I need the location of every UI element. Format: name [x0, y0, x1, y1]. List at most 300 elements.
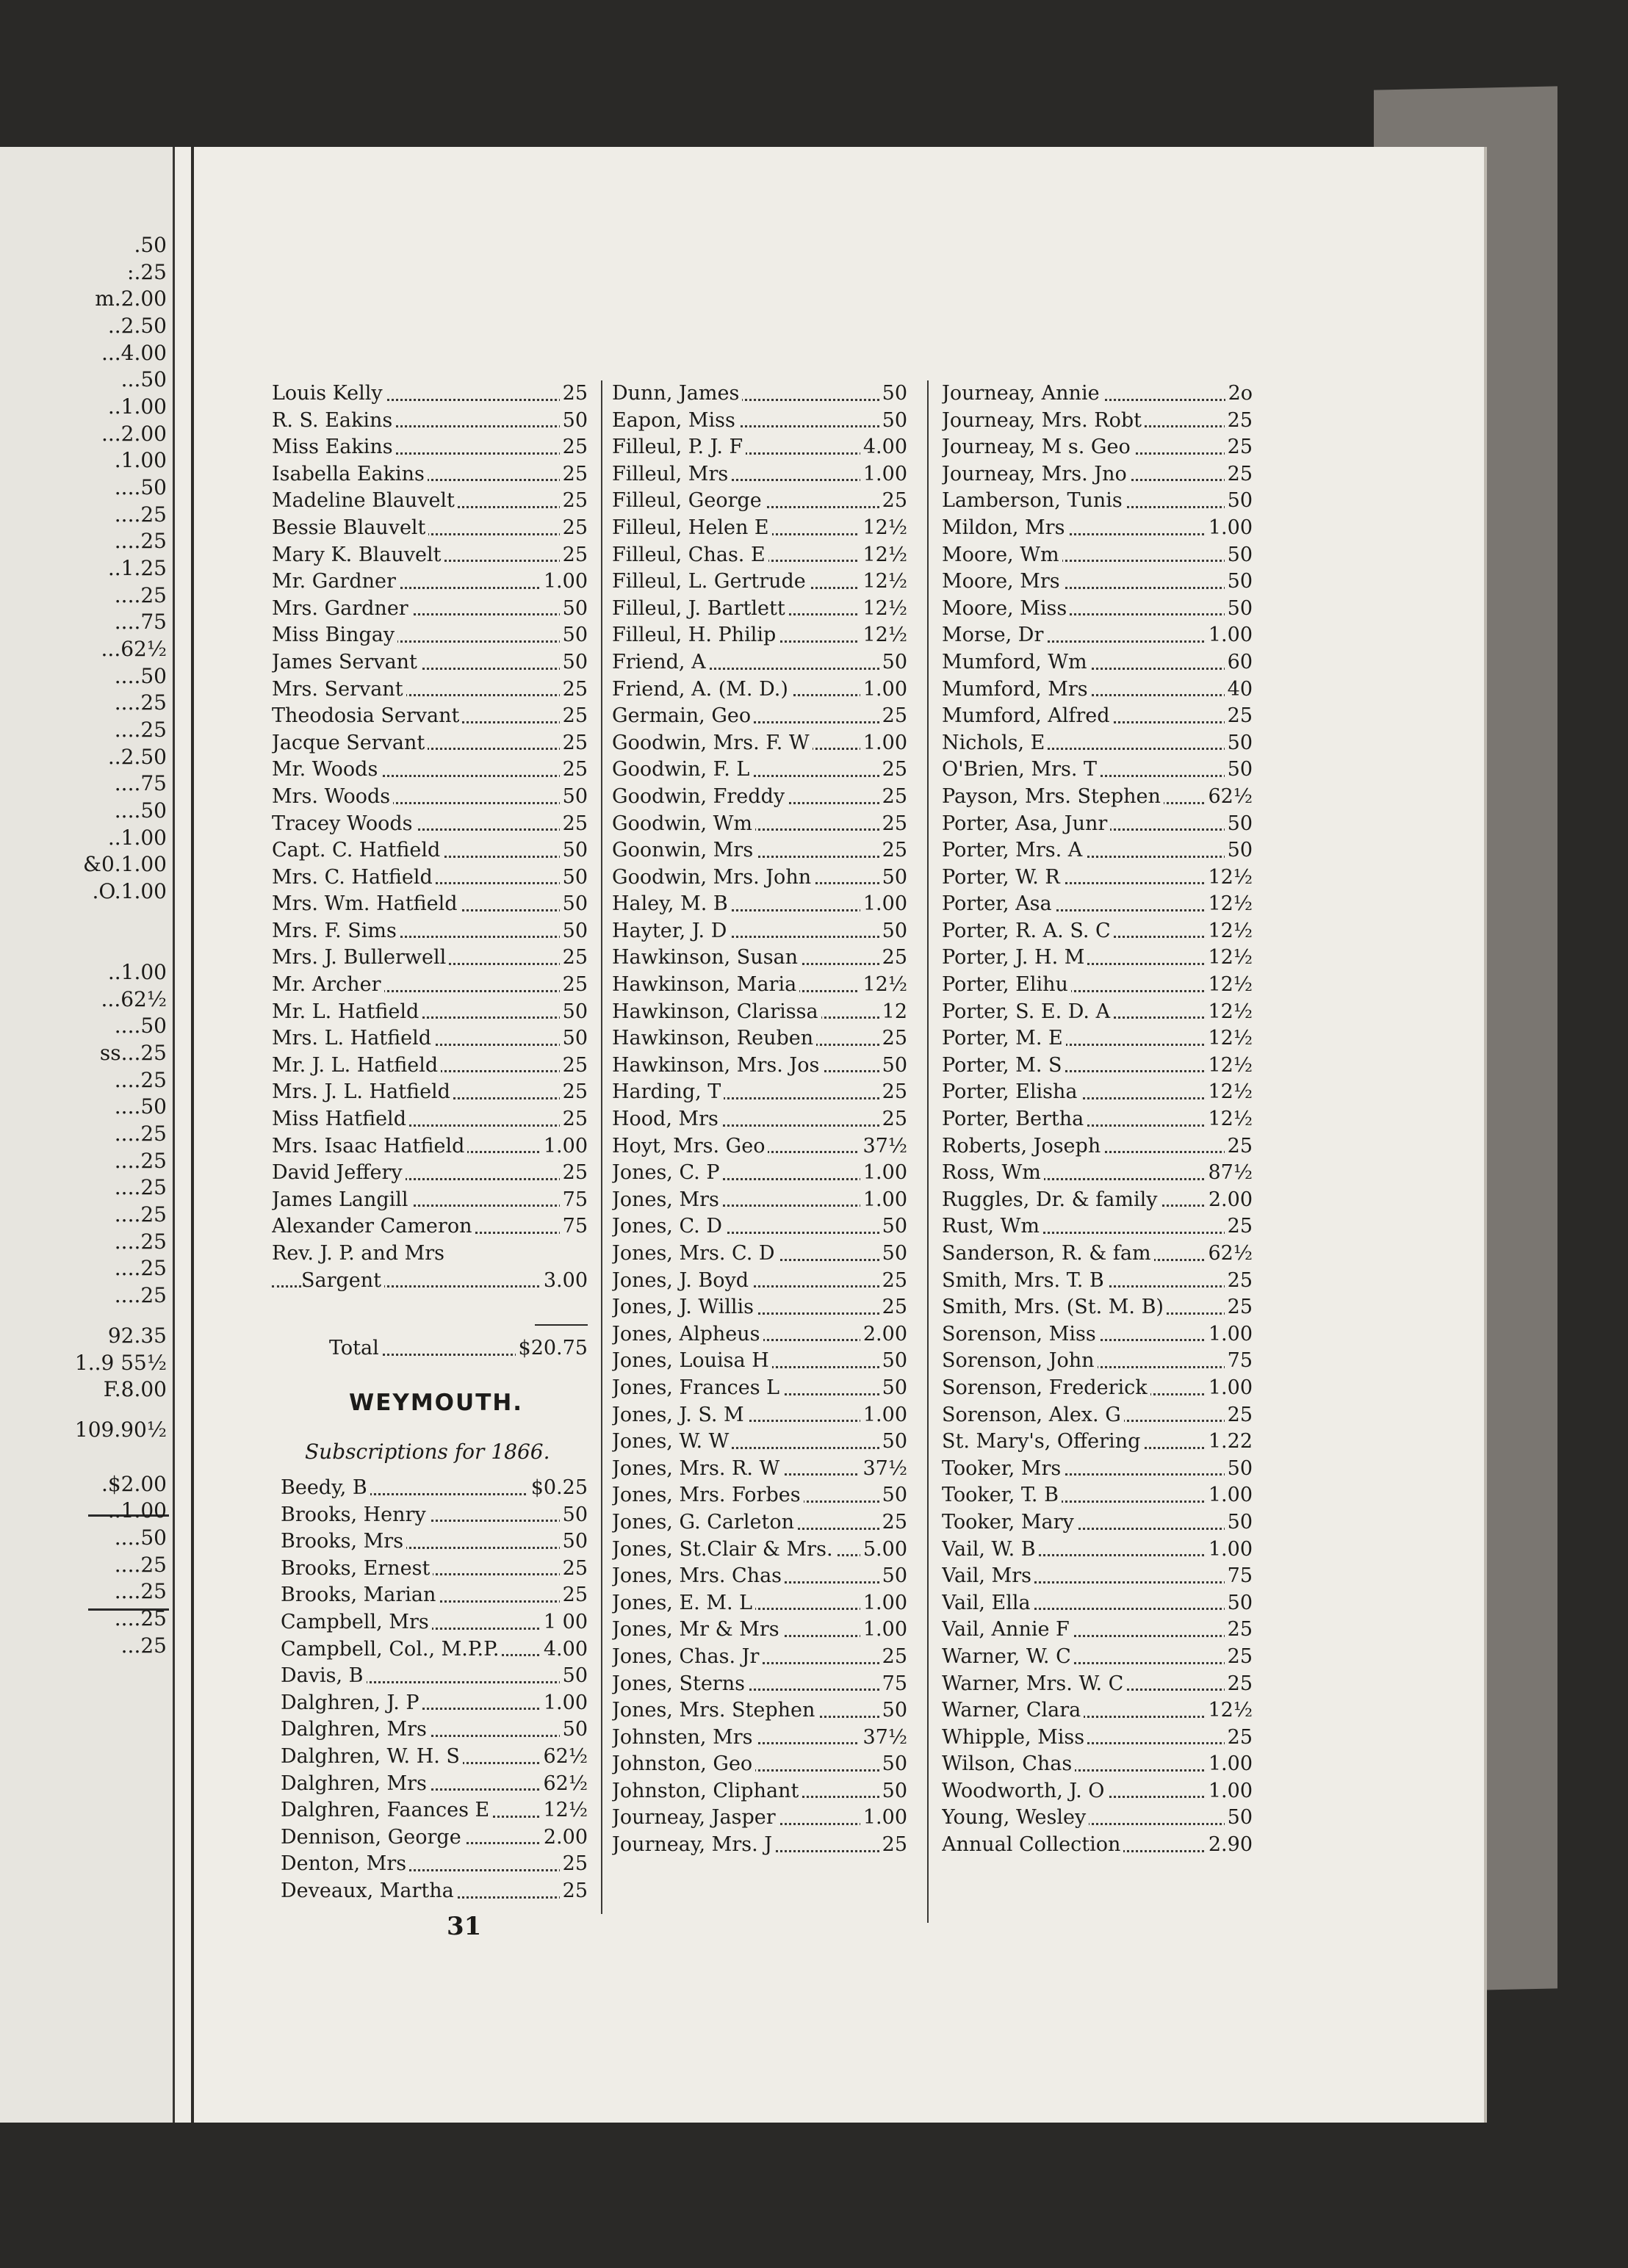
subscription-amount: 50	[879, 1697, 907, 1725]
subscriber-name: Porter, R. A. S. C	[942, 918, 1114, 945]
subscription-amount: 12½	[860, 568, 907, 596]
fragment-amount: ..1.25	[107, 556, 167, 580]
subscriber-name: Dunn, James	[612, 380, 742, 408]
fragment-amount: 1..9 55½	[74, 1351, 167, 1375]
subscription-amount: 1.00	[1206, 1321, 1253, 1348]
subscription-entry	[612, 918, 907, 945]
subscription-entry	[942, 784, 1253, 811]
subscriber-name: Journeay, Mrs. Jno	[942, 461, 1130, 488]
subscription-entry	[612, 1133, 907, 1160]
subscription-entry	[942, 1079, 1253, 1106]
subscription-entry	[942, 1832, 1253, 1859]
subscriber-name: Goodwin, Mrs. F. W	[612, 730, 813, 757]
subscription-entry	[612, 1725, 907, 1752]
subscription-entry	[942, 596, 1253, 623]
subscription-amount: 25	[560, 1851, 588, 1878]
subscription-amount: 12½	[1205, 1697, 1253, 1725]
subscription-amount: 50	[560, 918, 588, 945]
subscription-entry	[942, 408, 1253, 435]
subscription-amount: 62½	[540, 1744, 588, 1771]
subscriber-name: Dennison, George	[281, 1824, 464, 1852]
subscription-amount: 25	[560, 488, 588, 515]
subscription-entry	[272, 1025, 588, 1052]
subscriber-name: Jones, Alpheus	[612, 1321, 763, 1348]
subscriber-name: Mr. L. Hatfield	[272, 999, 422, 1026]
subscriber-name: Hawkinson, Mrs. Jos	[612, 1052, 822, 1080]
subscriber-name: Davis, B	[281, 1663, 367, 1690]
subscription-entry	[612, 1429, 907, 1456]
subscription-entry	[272, 568, 588, 596]
column-1-total	[329, 1335, 588, 1362]
subscription-entry	[272, 730, 588, 757]
subscriber-name: Filleul, Chas. E	[612, 542, 768, 569]
subscription-amount: 4.00	[860, 434, 907, 461]
subscriber-name: Filleul, George	[612, 488, 765, 515]
subscription-amount: 60	[1225, 649, 1253, 676]
subscriber-name: Mrs. Gardner	[272, 596, 411, 623]
fragment-amount: .$2.00	[101, 1472, 167, 1496]
column-rule	[927, 380, 929, 1923]
subscription-entry	[942, 1509, 1253, 1536]
subscriber-name: Mrs. Servant	[272, 676, 406, 704]
fragment-amount: ...4.00	[101, 341, 167, 365]
subscription-entry	[272, 596, 588, 623]
subscriber-name: Sorenson, Frederick	[942, 1375, 1150, 1402]
fragment-amount: ....25	[114, 1175, 167, 1199]
subscriber-name: Hawkinson, Maria	[612, 972, 799, 999]
subscriber-name: Friend, A. (M. D.)	[612, 676, 791, 704]
subscription-entry	[942, 1348, 1253, 1375]
subscriber-name: Dalghren, Mrs	[281, 1716, 430, 1744]
subscription-entry	[612, 515, 907, 542]
fragment-amount: ....25	[114, 1579, 167, 1603]
subscriber-name: Whipple, Miss	[942, 1725, 1087, 1752]
subscription-amount: 50	[560, 408, 588, 435]
subscriber-name: Goodwin, Mrs. John	[612, 864, 814, 892]
subscriber-name: Theodosia Servant	[272, 703, 462, 730]
subscription-amount: 50	[1225, 756, 1253, 784]
subscription-amount: 12½	[1205, 972, 1253, 999]
column-1-weymouth	[281, 1475, 588, 1905]
subscription-entry	[272, 1240, 588, 1268]
subscriber-name: Roberts, Joseph	[942, 1133, 1103, 1160]
subscription-entry	[272, 1079, 588, 1106]
subscription-amount: 25	[879, 784, 907, 811]
subscription-amount: 25	[560, 811, 588, 838]
fragment-amount: ....25	[114, 1229, 167, 1254]
subscriber-name: Mrs. L. Hatfield	[272, 1025, 434, 1052]
subscription-amount: 25	[1225, 1268, 1253, 1295]
fragment-amount: ....25	[114, 1606, 167, 1630]
subscription-entry	[612, 622, 907, 649]
subscription-amount: 2.00	[1206, 1187, 1253, 1214]
subscription-amount: 50	[879, 649, 907, 676]
fragment-amount: ..1.00	[107, 394, 167, 419]
subscription-entry	[612, 596, 907, 623]
fragment-amount: ....50	[114, 798, 167, 823]
subscriber-name: Mrs. F. Sims	[272, 918, 400, 945]
subscription-amount: 25	[1225, 1617, 1253, 1644]
subscription-amount: 12½	[860, 972, 907, 999]
fragment-amount: ....75	[114, 771, 167, 795]
subscription-entry	[281, 1851, 588, 1878]
subscription-entry	[942, 756, 1253, 784]
subscriber-name: Journeay, Mrs. Robt	[942, 408, 1145, 435]
subscription-amount: 50	[560, 1025, 588, 1052]
subscriber-name: Ruggles, Dr. & family	[942, 1187, 1161, 1214]
subscription-entry	[281, 1636, 588, 1664]
subscriber-name: Sanderson, R. & fam	[942, 1240, 1154, 1268]
subscription-amount: 25	[560, 542, 588, 569]
subscriber-name: Moore, Mrs	[942, 568, 1063, 596]
subscription-amount: 37½	[860, 1456, 907, 1483]
subscription-amount: 12½	[1205, 918, 1253, 945]
page	[0, 147, 1487, 2123]
subscription-entry	[612, 1079, 907, 1106]
subscriber-name: Hayter, J. D	[612, 918, 730, 945]
subscriber-name: O'Brien, Mrs. T	[942, 756, 1100, 784]
subscription-entry	[942, 891, 1253, 918]
section-heading-weymouth: WEYMOUTH.	[349, 1390, 524, 1416]
subscription-amount: 1.00	[860, 1187, 907, 1214]
subscription-entry	[942, 703, 1253, 730]
subscriber-name: Denton, Mrs	[281, 1851, 409, 1878]
subscriber-name: Dalghren, W. H. S	[281, 1744, 463, 1771]
subscriber-name: Miss Eakins	[272, 434, 396, 461]
subscription-entry	[281, 1528, 588, 1556]
subscriber-name: Mr. Woods	[272, 756, 381, 784]
subscription-amount: 50	[1225, 1590, 1253, 1617]
subscriber-name: James Langill	[272, 1187, 411, 1214]
subscription-amount: 1.00	[1206, 622, 1253, 649]
subscriber-name: Jones, Mr & Mrs	[612, 1617, 782, 1644]
gutter-line	[191, 147, 194, 2123]
subscription-amount: 50	[879, 1563, 907, 1590]
subscription-entry	[612, 1025, 907, 1052]
subscription-amount: 50	[879, 1778, 907, 1805]
subscription-entry	[942, 1160, 1253, 1187]
subscription-amount: 1.00	[1206, 1482, 1253, 1509]
subscriber-name: Young, Wesley	[942, 1805, 1089, 1832]
fragment-amount: ....25	[114, 1202, 167, 1227]
total-rule	[535, 1324, 588, 1326]
subscription-entry	[942, 1106, 1253, 1133]
subscriber-name: Beedy, B	[281, 1475, 370, 1502]
subscription-amount: 1.00	[1206, 1375, 1253, 1402]
subscriber-name: Porter, W. R	[942, 864, 1063, 892]
subscription-entry	[272, 1052, 588, 1080]
subscription-amount: 25	[1225, 1402, 1253, 1429]
subscriber-name: Johnston, Cliphant	[612, 1778, 802, 1805]
subscription-entry	[942, 1805, 1253, 1832]
subscription-amount: 50	[560, 999, 588, 1026]
subscription-entry	[612, 1697, 907, 1725]
total-row	[329, 1335, 588, 1362]
subscription-entry	[612, 1805, 907, 1832]
fragment-amount: ....25	[114, 718, 167, 742]
subscription-entry	[942, 542, 1253, 569]
subscription-amount: 1 00	[541, 1609, 588, 1636]
fragment-amount: ....50	[114, 1525, 167, 1550]
subscription-entry	[281, 1797, 588, 1824]
subscriber-name: Hood, Mrs	[612, 1106, 721, 1133]
fragment-amount: 92.35	[107, 1323, 167, 1348]
fragment-amount: .50	[134, 233, 167, 257]
subscription-entry	[612, 1294, 907, 1321]
subscriber-name: Jones, Mrs. C. D	[612, 1240, 778, 1268]
subscriber-name: Jones, Chas. Jr	[612, 1644, 762, 1671]
subscription-entry	[612, 488, 907, 515]
subscription-amount: 25	[560, 972, 588, 999]
subscription-entry	[612, 864, 907, 892]
subscription-entry	[942, 1052, 1253, 1080]
subscription-amount: 1.00	[541, 1690, 588, 1717]
subscription-amount: 4.00	[541, 1636, 588, 1664]
subscription-amount: 1.00	[860, 891, 907, 918]
subscriber-name: Porter, Bertha	[942, 1106, 1087, 1133]
subscriber-name: Goonwin, Mrs	[612, 837, 756, 864]
subscription-entry	[281, 1502, 588, 1529]
subscriber-name: Mumford, Wm	[942, 649, 1090, 676]
subscriber-name: Tracey Woods	[272, 811, 416, 838]
subscriber-name: Jones, Louisa H	[612, 1348, 772, 1375]
subscription-amount: 75	[1225, 1348, 1253, 1375]
subscription-entry	[272, 622, 588, 649]
subscription-amount: 50	[879, 408, 907, 435]
subscription-entry	[942, 1697, 1253, 1725]
fragment-amount: ..1.00	[107, 826, 167, 850]
subscription-amount: 37½	[860, 1133, 907, 1160]
subscription-amount: 1.00	[1206, 1536, 1253, 1564]
subscription-entry	[942, 1268, 1253, 1295]
subscriber-name: Ross, Wm	[942, 1160, 1044, 1187]
subscription-amount: 50	[560, 649, 588, 676]
subscription-amount: 12½	[1205, 1052, 1253, 1080]
subscription-amount: 12½	[860, 622, 907, 649]
fragment-amount: ....75	[114, 610, 167, 634]
subscription-entry	[942, 837, 1253, 864]
subscription-entry	[612, 568, 907, 596]
column-3	[942, 380, 1253, 1859]
subscription-amount: 1.00	[860, 1402, 907, 1429]
fragment-amount: ....50	[114, 475, 167, 499]
subscriber-name: Mrs. Isaac Hatfield	[272, 1133, 467, 1160]
subscriber-name: Dalghren, Mrs	[281, 1771, 430, 1798]
subscriber-name: Sorenson, Miss	[942, 1321, 1099, 1348]
subscription-amount: 12½	[540, 1797, 588, 1824]
subscriber-name: Warner, Mrs. W. C	[942, 1671, 1126, 1698]
subscription-amount: 25	[560, 1106, 588, 1133]
subscriber-name: Mr. J. L. Hatfield	[272, 1052, 441, 1080]
subscription-entry	[612, 1402, 907, 1429]
subscriber-name: Mumford, Alfred	[942, 703, 1113, 730]
subscriber-name: Warner, W. C	[942, 1644, 1074, 1671]
subscription-amount: 62½	[1205, 1240, 1253, 1268]
subscription-entry	[612, 408, 907, 435]
subscriber-name: Eapon, Miss	[612, 408, 738, 435]
fragment-amount: ....25	[114, 1553, 167, 1577]
subscriber-name: Goodwin, F. L	[612, 756, 752, 784]
subscriber-name: Tooker, T. B	[942, 1482, 1062, 1509]
subscription-entry	[612, 1644, 907, 1671]
subscription-entry	[942, 945, 1253, 972]
subscription-amount: 50	[560, 864, 588, 892]
subscriber-name: Jacque Servant	[272, 730, 428, 757]
subscription-amount: 25	[560, 945, 588, 972]
subscription-entry	[942, 1482, 1253, 1509]
subscriber-name: Hawkinson, Clarissa	[612, 999, 821, 1026]
subscription-amount: 25	[879, 837, 907, 864]
subscription-entry	[612, 972, 907, 999]
fragment-amount: ....50	[114, 1014, 167, 1038]
subscription-entry	[612, 461, 907, 488]
subscription-entry	[942, 434, 1253, 461]
subscriber-name: Payson, Mrs. Stephen	[942, 784, 1164, 811]
subscription-entry	[272, 676, 588, 704]
subscriber-name: Mr. Gardner	[272, 568, 399, 596]
subscriber-name: Friend, A	[612, 649, 709, 676]
subscription-amount: 25	[1225, 1671, 1253, 1698]
subscription-amount: 50	[879, 1052, 907, 1080]
subscription-entry	[272, 999, 588, 1026]
subscription-entry	[612, 891, 907, 918]
subscriber-name: Jones, Mrs. Stephen	[612, 1697, 818, 1725]
subscription-amount: 75	[560, 1213, 588, 1240]
subscription-amount: 1.00	[860, 1590, 907, 1617]
subscription-entry	[612, 1240, 907, 1268]
subscription-entry	[942, 918, 1253, 945]
subscription-amount: 12½	[860, 542, 907, 569]
subscriber-name: James Servant	[272, 649, 420, 676]
subscriber-name: St. Mary's, Offering	[942, 1429, 1143, 1456]
subscription-entry	[612, 1751, 907, 1778]
subscriber-name: Jones, C. P	[612, 1160, 723, 1187]
subscription-entry	[272, 649, 588, 676]
subscription-amount: 1.00	[541, 1133, 588, 1160]
subscription-entry	[281, 1824, 588, 1852]
subscriber-name: Annual Collection	[942, 1832, 1123, 1859]
subscription-entry	[281, 1609, 588, 1636]
subscription-entry	[612, 1590, 907, 1617]
subscription-amount: 50	[1225, 837, 1253, 864]
subscriber-name: Jones, W. W	[612, 1429, 732, 1456]
subscription-entry	[272, 972, 588, 999]
subscription-entry	[612, 542, 907, 569]
fragment-amount: ..2.50	[107, 314, 167, 338]
subscription-entry	[272, 945, 588, 972]
subscriber-name: Warner, Clara	[942, 1697, 1084, 1725]
subscription-amount: 50	[560, 622, 588, 649]
subscriber-name: Woodworth, J. O	[942, 1778, 1107, 1805]
subscriber-name: Mrs. Wm. Hatfield	[272, 891, 461, 918]
subscription-amount: 25	[560, 703, 588, 730]
subscription-amount: 2.90	[1206, 1832, 1253, 1859]
fragment-amount: .1.00	[114, 448, 167, 472]
fragment-amount: ....50	[114, 1094, 167, 1119]
subscriber-name: Porter, Elisha	[942, 1079, 1081, 1106]
subscriber-name: Smith, Mrs. T. B	[942, 1268, 1107, 1295]
subscriber-name: Jones, G. Carleton	[612, 1509, 797, 1536]
fragment-amount: ....25	[114, 690, 167, 715]
subscription-entry	[612, 837, 907, 864]
subscriber-name: Louis Kelly	[272, 380, 386, 408]
fragment-amount: ....25	[114, 529, 167, 553]
subscriber-name: Morse, Dr	[942, 622, 1046, 649]
subscription-entry	[942, 1240, 1253, 1268]
subscriber-name: Tooker, Mrs	[942, 1456, 1064, 1483]
subscription-amount: 50	[1225, 1509, 1253, 1536]
subscription-entry	[942, 1671, 1253, 1698]
fragment-amount: ....25	[114, 1256, 167, 1280]
subscription-amount: 50	[560, 1528, 588, 1556]
subscription-entry	[942, 515, 1253, 542]
section-subheading: Subscriptions for 1866.	[305, 1440, 550, 1464]
subscriber-name: Harding, T	[612, 1079, 724, 1106]
subscription-amount: 75	[879, 1671, 907, 1698]
subscriber-name: Goodwin, Freddy	[612, 784, 788, 811]
subscription-entry	[612, 1348, 907, 1375]
subscription-amount: 50	[879, 1429, 907, 1456]
subscriber-name: Jones, E. M. L	[612, 1590, 755, 1617]
subscription-amount: 1.00	[860, 1617, 907, 1644]
subscription-entry	[272, 1160, 588, 1187]
subscription-amount: 50	[1225, 542, 1253, 569]
subscription-amount: 50	[1225, 1805, 1253, 1832]
subscription-entry	[942, 1294, 1253, 1321]
subscriber-name: Hawkinson, Susan	[612, 945, 801, 972]
subscriber-name: Mumford, Mrs	[942, 676, 1091, 704]
subscription-entry	[272, 461, 588, 488]
total-amount: $20.75	[516, 1335, 588, 1362]
subscription-amount: 87½	[1205, 1160, 1253, 1187]
subscription-entry	[272, 380, 588, 408]
subscription-entry	[281, 1744, 588, 1771]
subscriber-name: Jones, Mrs. Chas	[612, 1563, 785, 1590]
subscription-amount: 2o	[1225, 380, 1253, 408]
subscription-entry	[612, 784, 907, 811]
subscription-amount: 50	[560, 784, 588, 811]
subscription-amount: 50	[1225, 811, 1253, 838]
fragment-amount: ss...25	[99, 1041, 167, 1065]
subscription-entry	[612, 1321, 907, 1348]
subscriber-name: Hoyt, Mrs. Geo	[612, 1133, 768, 1160]
subscriber-name: Brooks, Marian	[281, 1582, 439, 1609]
subscription-amount: 12½	[860, 596, 907, 623]
page-number: 31	[447, 1912, 482, 1941]
subscriber-name: Journeay, Jasper	[612, 1805, 779, 1832]
subscriber-name: Filleul, L. Gertrude	[612, 568, 809, 596]
subscriber-name: Vail, Annie F	[942, 1617, 1073, 1644]
fragment-amount: ...62½	[101, 637, 167, 661]
subscription-amount: 50	[1225, 568, 1253, 596]
subscription-entry	[942, 568, 1253, 596]
subscriber-name: Porter, M. E	[942, 1025, 1066, 1052]
subscriber-name: Vail, W. B	[942, 1536, 1039, 1564]
subscription-entry	[612, 1482, 907, 1509]
fragment-amount: ....25	[114, 583, 167, 607]
subscription-entry	[281, 1582, 588, 1609]
subscriber-name: Jones, Frances L	[612, 1375, 782, 1402]
subscriber-name: Jones, J. S. M	[612, 1402, 747, 1429]
subscription-amount: 25	[879, 1832, 907, 1859]
fragment-amount: ....25	[114, 1068, 167, 1092]
subscription-entry	[942, 1456, 1253, 1483]
subscription-amount: 12½	[1205, 864, 1253, 892]
subscription-entry	[942, 1213, 1253, 1240]
subscriber-name: Bessie Blauvelt	[272, 515, 428, 542]
fragment-amount: ..2.50	[107, 745, 167, 769]
subscription-entry	[942, 999, 1253, 1026]
